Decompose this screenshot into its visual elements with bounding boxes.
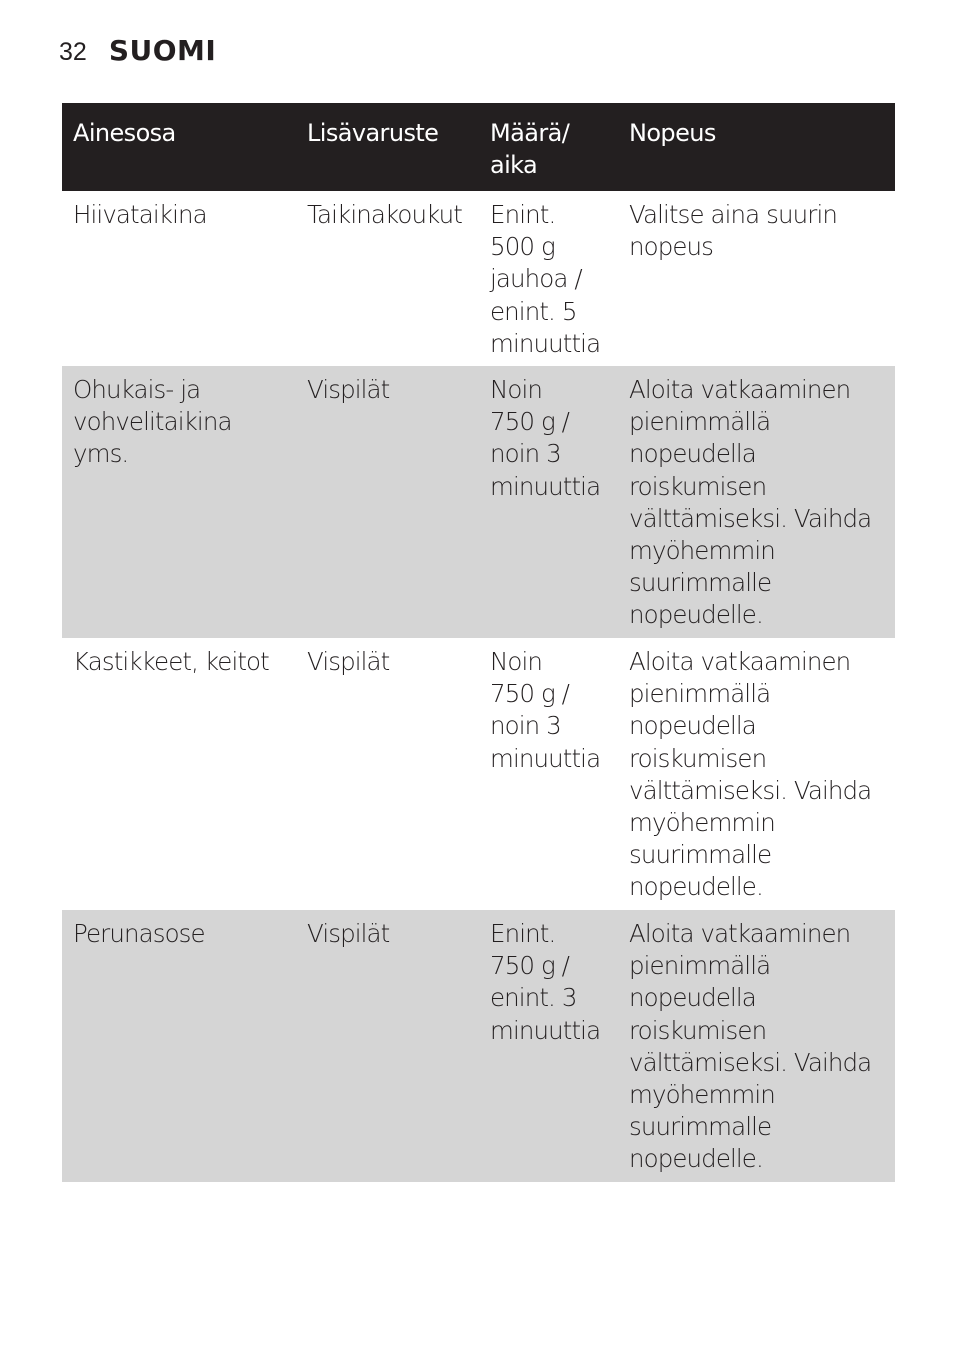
cell-speed: Valitse aina suurin nopeus [629,200,837,262]
cell-accessory: Vispilät [307,647,390,676]
cell-amount-time: Noin 750 g / noin 3 minuuttia [490,647,601,773]
cell-ingredient: Perunasose [73,919,205,948]
cell-amount-time: Enint. 750 g / enint. 3 minuuttia [490,919,601,1045]
column-header-amount-time: Määrä/ aika [490,119,570,180]
section-title: SUOMI [108,34,217,67]
cell-amount-time: Enint. 500 g jauhoa / enint. 5 minuuttia [490,200,601,358]
cell-speed: Aloita vatkaaminen pienimmällä nopeudella roiskumisen välttämiseksi. Vaihda myöhemmin suurimmalle nopeudelle. [629,375,872,630]
column-header-speed: Nopeus [629,119,716,147]
cell-speed: Aloita vatkaaminen pienimmällä nopeudella roiskumisen välttämiseksi. Vaihda myöhemmin suurimmalle nopeudelle. [629,647,872,902]
cell-accessory: Taikinakoukut [307,200,462,229]
mixing-table [62,103,895,1182]
cell-accessory: Vispilät [307,919,390,948]
cell-speed: Aloita vatkaaminen pienimmällä nopeudella roiskumisen välttämiseksi. Vaihda myöhemmin suurimmalle nopeudelle. [629,919,872,1174]
column-header-ingredient: Ainesosa [73,119,176,147]
cell-ingredient: Ohukais- ja vohvelitaikina yms. [73,375,232,469]
table-row [62,638,895,910]
cell-ingredient: Hiivataikina [73,200,207,229]
page-number: 32 [59,38,87,66]
table-row [62,191,895,366]
column-header-accessory: Lisävaruste [307,119,439,147]
cell-amount-time: Noin 750 g / noin 3 minuuttia [490,375,601,501]
table-header-row [62,103,895,191]
page-header [59,34,216,74]
cell-ingredient: Kastikkeet, keitot [73,647,269,676]
table-row [62,910,895,1182]
table-row [62,366,895,638]
cell-accessory: Vispilät [307,375,390,404]
